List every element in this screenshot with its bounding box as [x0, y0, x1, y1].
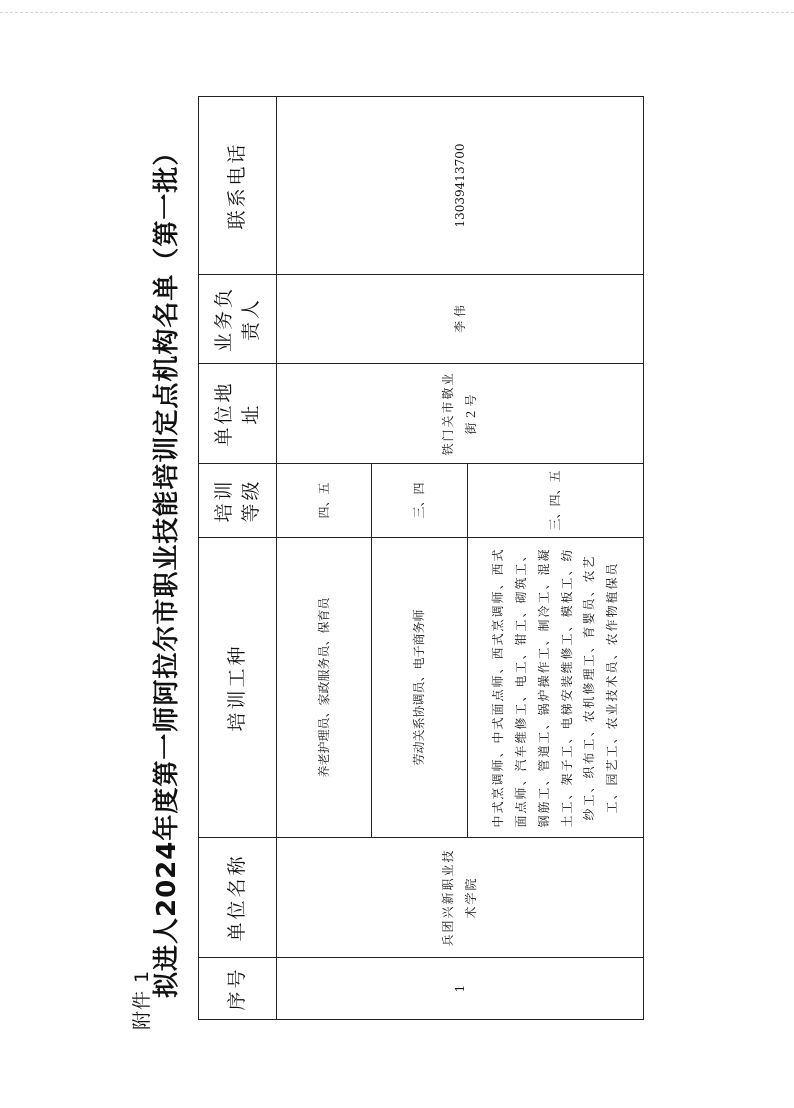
attachment-label: 附件 1	[131, 969, 153, 1030]
cell-levels: 三、四	[372, 464, 468, 538]
table-row	[277, 97, 372, 1020]
cell-levels: 三、四、五	[468, 464, 644, 538]
cell-trades: 养老护理员、家政服务员、保育员	[277, 538, 372, 838]
header-levels: 培训等级	[199, 464, 277, 538]
header-address: 单位地址	[199, 364, 277, 464]
header-trades: 培训工种	[199, 538, 277, 838]
header-manager: 业务负责人	[199, 275, 277, 364]
document-title: 拟进人2024年度第一师阿拉尔市职业技能培训定点机构名单（第一批）	[152, 138, 182, 998]
scan-edge-marks	[0, 6, 794, 13]
cell-trades: 中式烹调师、中式面点师、西式烹调师、西式面点师、汽车维修工、电工、钳工、砌筑工、钢筋工、管道工、锅炉操作工、制冷工、混凝土工、架子工、电梯安装维修工、模板工、纺纱工、织布工、农机修理工、育婴员、农艺工、园艺工、农业技术员、农作物植保员	[468, 538, 644, 838]
table-header-row	[199, 97, 277, 1020]
cell-trades: 劳动关系协调员、电子商务师	[372, 538, 468, 838]
cell-phone: 13039413700	[277, 97, 644, 275]
cell-levels: 四、五	[277, 464, 372, 538]
institution-table	[198, 96, 644, 1020]
cell-manager: 李 伟	[277, 275, 644, 364]
cell-unit-name: 兵团兴新职业技术学院	[277, 838, 644, 958]
header-seq: 序号	[199, 958, 277, 1020]
cell-address: 铁门关市敬业街２号	[277, 364, 644, 464]
header-unit-name: 单位名称	[199, 838, 277, 958]
header-phone: 联系电话	[199, 97, 277, 275]
cell-seq: 1	[277, 958, 644, 1020]
